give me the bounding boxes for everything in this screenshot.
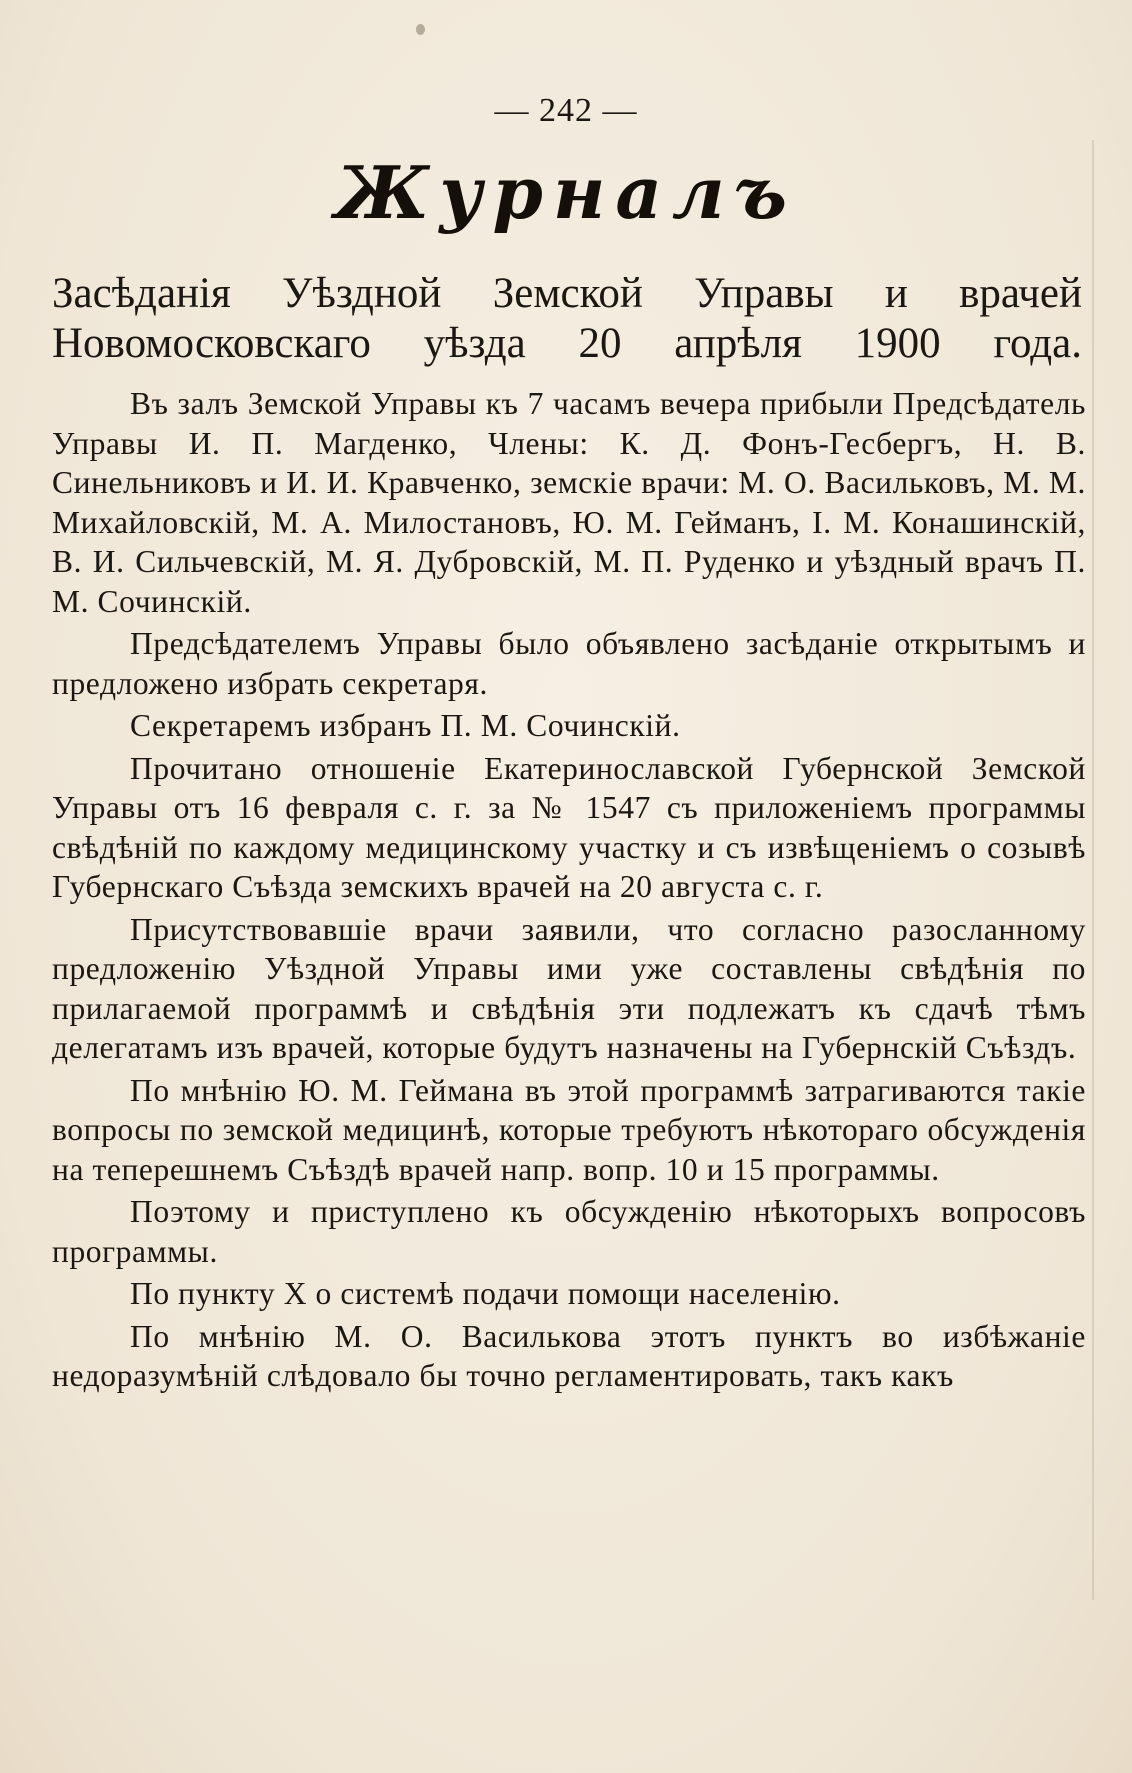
heading-line-2: Новомосковскаго уѣзда 20 апрѣля 1900 года. — [52, 320, 1082, 367]
page-edge-shadow — [1092, 140, 1094, 1600]
paragraph-opening: Предсѣдателемъ Управы было объявлено засѣданіе открытымъ и предложено избрать секретаря. — [52, 626, 1086, 701]
paragraph-discussion-start: Поэтому и приступлено къ обсужденію нѣкоторыхъ вопросовъ программы. — [52, 1194, 1086, 1269]
paragraph-doctors-statement: Присутствовавшіе врачи заявили, что согласно разосланному предложенію Уѣздной Управы ими уже составлены свѣдѣнія по прилагаемой программѣ и свѣдѣнія эти подлежатъ къ сдачѣ тѣмъ делегатамъ изъ врачей, которые будутъ назначены на Губернскій Съѣздъ. — [52, 911, 1086, 1065]
paper-blemish — [416, 24, 425, 35]
heading-line-1: Засѣданія Уѣздной Земской Управы и врачей — [52, 270, 1082, 317]
paragraph-vasilkov-opinion: По мнѣнію М. О. Василькова этотъ пунктъ во избѣжаніе недоразумѣній слѣдовало бы точно регламентировать, такъ какъ — [52, 1318, 1086, 1393]
paragraph-geiman-opinion: По мнѣнію Ю. М. Геймана въ этой программѣ затрагиваются такіе вопросы по земской медицинѣ, которые требуютъ нѣкотораго обсужденія на теперешнемъ Съѣздѣ врачей напр. вопр. 10 и 15 программы. — [52, 1072, 1086, 1187]
paragraph-gubernia-letter: Прочитано отношеніе Екатеринославской Губернской Земской Управы отъ 16 февраля с. г. за № 1547 съ приложеніемъ программы свѣдѣній по каждому медицинскому участку и съ извѣщеніемъ о созывѣ Губернскаго Съѣзда земскихъ врачей на 20 августа с. г. — [52, 750, 1086, 904]
paragraph-point-x: По пункту X о системѣ подачи помощи населенію. — [130, 1276, 841, 1311]
body-text — [52, 384, 1086, 1399]
page-number: — 242 — — [494, 92, 638, 129]
paragraph-attendees: Въ залъ Земской Управы къ 7 часамъ вечера прибыли Предсѣдатель Управы И. П. Магденко, Члены: К. Д. Фонъ-Гесбергъ, Н. В. Синельниковъ и И. И. Кравченко, земскіе врачи: М. О. Васильковъ, М. М. Михайловскій, М. А. Милостановъ, Ю. М. Гейманъ, І. М. Конашинскій, В. И. Сильчевскій, М. Я. Дубровскій, М. П. Руденко и уѣздный врачъ П. М. Сочинскій. — [52, 386, 1086, 619]
document-title: Журналъ — [334, 150, 798, 235]
paragraph-secretary: Секретаремъ избранъ П. М. Сочинскій. — [130, 708, 681, 743]
